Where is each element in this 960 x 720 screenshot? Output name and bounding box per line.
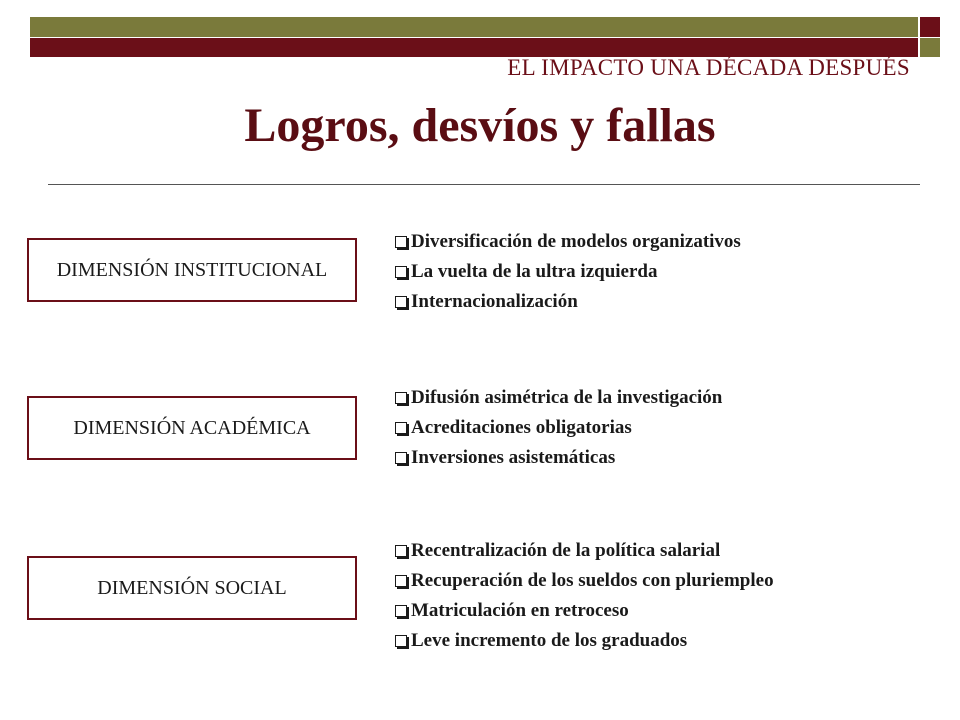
square-bullet-icon — [395, 236, 407, 248]
list-item: Internacionalización — [395, 287, 741, 317]
list-item: Inversiones asistemáticas — [395, 443, 722, 473]
square-bullet-icon — [395, 296, 407, 308]
list-item: Diversificación de modelos organizativos — [395, 227, 741, 257]
header-square-maroon — [920, 17, 940, 37]
square-bullet-icon — [395, 605, 407, 617]
dimension-label: DIMENSIÓN SOCIAL — [97, 576, 287, 599]
list-item: La vuelta de la ultra izquierda — [395, 257, 741, 287]
square-bullet-icon — [395, 422, 407, 434]
list-item: Matriculación en retroceso — [395, 596, 774, 626]
title-divider — [48, 184, 920, 185]
square-bullet-icon — [395, 635, 407, 647]
square-bullet-icon — [395, 266, 407, 278]
dimension-label: DIMENSIÓN ACADÉMICA — [73, 416, 311, 439]
list-item: Leve incremento de los graduados — [395, 626, 774, 656]
dimension-institutional-box — [27, 238, 357, 302]
dimension-social-box — [27, 556, 357, 620]
dimension-academic-box — [27, 396, 357, 460]
square-bullet-icon — [395, 575, 407, 587]
list-item: Recuperación de los sueldos con pluriempleo — [395, 566, 774, 596]
dimension-institutional-list — [395, 227, 741, 317]
header-square-olive — [920, 38, 940, 57]
square-bullet-icon — [395, 545, 407, 557]
square-bullet-icon — [395, 452, 407, 464]
list-item: Difusión asimétrica de la investigación — [395, 383, 722, 413]
list-item: Recentralización de la política salarial — [395, 536, 774, 566]
header-bar-olive — [30, 17, 918, 37]
list-item: Acreditaciones obligatorias — [395, 413, 722, 443]
slide-title: Logros, desvíos y fallas — [244, 99, 716, 152]
dimension-academic-list — [395, 383, 722, 473]
dimension-label: DIMENSIÓN INSTITUCIONAL — [56, 258, 328, 281]
square-bullet-icon — [395, 392, 407, 404]
dimension-social-list — [395, 536, 774, 656]
slide-subtitle: EL IMPACTO UNA DÉCADA DESPUÉS — [507, 55, 910, 80]
